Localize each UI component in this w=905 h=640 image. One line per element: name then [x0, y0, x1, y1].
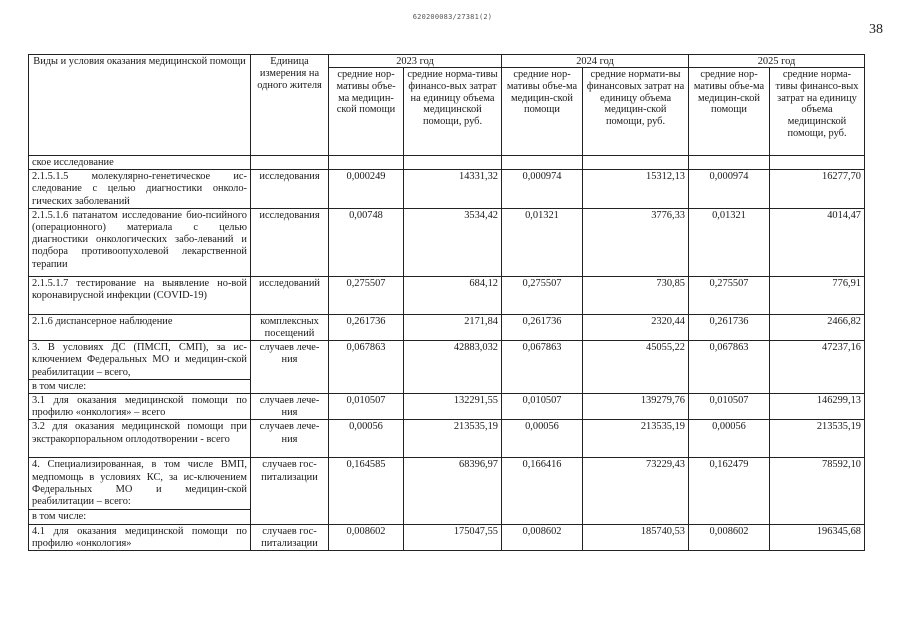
cost-2024: 15312,13: [583, 170, 689, 209]
norm-2025: 0,01321: [689, 208, 770, 276]
cost-2024: 3776,33: [583, 208, 689, 276]
norm-2024: 0,008602: [502, 524, 583, 550]
norm-2025: 0,000974: [689, 170, 770, 209]
cost-2023: 2171,84: [404, 314, 502, 340]
row-label: в том числе:: [29, 510, 251, 524]
cost-2023: 684,12: [404, 276, 502, 314]
norm-2023: 0,067863: [329, 341, 404, 394]
row-label: 2.1.5.1.6 патанатом исследование био-псийного (операционного) материала с целью диагностики онкологических забо-леваний и подбора противоопухолевой лекарственной терапии: [29, 208, 251, 276]
norm-2024: 0,010507: [502, 394, 583, 420]
norm-2023: 0,261736: [329, 314, 404, 340]
row-unit: исследования: [251, 170, 329, 209]
cost-2023: 213535,19: [404, 420, 502, 458]
norm-2025: 0,261736: [689, 314, 770, 340]
cost-2024: 139279,76: [583, 394, 689, 420]
row-unit: случаев лече-ния: [251, 394, 329, 420]
norm-2024: 0,261736: [502, 314, 583, 340]
header-type: Виды и условия оказания медицинской помощи: [29, 55, 251, 156]
table-row: [29, 341, 865, 380]
row-label: 2.1.5.1.7 тестирование на выявление но-вой коронавирусной инфекции (COVID-19): [29, 276, 251, 314]
cost-2023: 132291,55: [404, 394, 502, 420]
table-row: [29, 394, 865, 420]
cost-2024: 730,85: [583, 276, 689, 314]
cost-2025: 16277,70: [770, 170, 865, 209]
table-row: [29, 420, 865, 458]
header-cost-2025: средние норма-тивы финансо-вых затрат на единицу объема медицинской помощи, руб.: [770, 68, 865, 156]
table-row-continued: [29, 156, 865, 170]
norm-2024: 0,067863: [502, 341, 583, 394]
header-cost-2023: средние норма-тивы финансо-вых затрат на единицу объема медицинской помощи, руб.: [404, 68, 502, 156]
cost-2025: 213535,19: [770, 420, 865, 458]
cost-2023: 68396,97: [404, 458, 502, 524]
cost-2025: 4014,47: [770, 208, 865, 276]
cost-2024: 73229,43: [583, 458, 689, 524]
cost-2024: 2320,44: [583, 314, 689, 340]
cost-2024: 213535,19: [583, 420, 689, 458]
cost-2025: 776,91: [770, 276, 865, 314]
cost-2023: 42883,032: [404, 341, 502, 394]
row-label: 2.1.5.1.5 молекулярно-генетическое ис-следование с целью диагностики онколо-гических заболеваний: [29, 170, 251, 209]
header-year-2024: 2024 год: [502, 55, 689, 68]
row-unit: случаев лече-ния: [251, 341, 329, 394]
document-id: 620200083/27381(2): [412, 13, 493, 21]
cost-2023: 175047,55: [404, 524, 502, 550]
norm-2025: 0,067863: [689, 341, 770, 394]
cost-2024: 45055,22: [583, 341, 689, 394]
norm-2023: 0,275507: [329, 276, 404, 314]
row-unit: случаев гос-питализации: [251, 458, 329, 524]
norm-2023: 0,008602: [329, 524, 404, 550]
norm-2024: 0,01321: [502, 208, 583, 276]
table-row: [29, 314, 865, 340]
row-unit: случаев гос-питализации: [251, 524, 329, 550]
norm-2024: 0,000974: [502, 170, 583, 209]
medical-norms-table: [28, 54, 865, 551]
cost-2023: 14331,32: [404, 170, 502, 209]
cost-2023: 3534,42: [404, 208, 502, 276]
row-label: ское исследование: [29, 156, 251, 170]
cost-2025: 78592,10: [770, 458, 865, 524]
row-label: 3. В условиях ДС (ПМСП, СМП), за ис-ключением Федеральных МО и медицин-ской реабилитации – всего,: [29, 341, 251, 380]
norm-2024: 0,00056: [502, 420, 583, 458]
norm-2025: 0,010507: [689, 394, 770, 420]
cost-2025: 146299,13: [770, 394, 865, 420]
row-label: в том числе:: [29, 379, 251, 393]
norm-2025: 0,008602: [689, 524, 770, 550]
row-unit: случаев лече-ния: [251, 420, 329, 458]
table-row: [29, 458, 865, 510]
header-year-2025: 2025 год: [689, 55, 865, 68]
row-unit: комплексных посещений: [251, 314, 329, 340]
header-norm-2024: средние нор-мативы объе-ма медицин-ской помощи: [502, 68, 583, 156]
header-year-2023: 2023 год: [329, 55, 502, 68]
row-unit: исследований: [251, 276, 329, 314]
norm-2023: 0,00056: [329, 420, 404, 458]
header-cost-2024: средние нормати-вы финансовых затрат на единицу объема медицин-ской помощи, руб.: [583, 68, 689, 156]
cost-2025: 47237,16: [770, 341, 865, 394]
norm-2024: 0,166416: [502, 458, 583, 524]
table-row: [29, 170, 865, 209]
table-row: [29, 208, 865, 276]
row-unit: исследования: [251, 208, 329, 276]
page-number: 38: [869, 22, 883, 37]
header-norm-2025: средние нор-мативы объе-ма медицин-ской помощи: [689, 68, 770, 156]
row-label: 3.1 для оказания медицинской помощи по профилю «онкология» – всего: [29, 394, 251, 420]
norm-2023: 0,164585: [329, 458, 404, 524]
norm-2023: 0,010507: [329, 394, 404, 420]
cost-2025: 196345,68: [770, 524, 865, 550]
norm-2025: 0,275507: [689, 276, 770, 314]
norm-2025: 0,162479: [689, 458, 770, 524]
cost-2024: 185740,53: [583, 524, 689, 550]
norm-2024: 0,275507: [502, 276, 583, 314]
header-row-years: [29, 55, 865, 68]
header-unit: Единица измерения на одного жителя: [251, 55, 329, 156]
norm-2023: 0,000249: [329, 170, 404, 209]
header-norm-2023: средние нор-мативы объе-ма медицин-ской помощи: [329, 68, 404, 156]
row-label: 3.2 для оказания медицинской помощи при экстракорпоральном оплодотворении - всего: [29, 420, 251, 458]
row-label: 4. Специализированная, в том числе ВМП, медпомощь в условиях КС, за ис-ключением Федеральных МО и медицин-ской реабилитации – всего:: [29, 458, 251, 510]
norm-2023: 0,00748: [329, 208, 404, 276]
norm-2025: 0,00056: [689, 420, 770, 458]
table-row: [29, 524, 865, 550]
row-label: 2.1.6 диспансерное наблюдение: [29, 314, 251, 340]
cost-2025: 2466,82: [770, 314, 865, 340]
row-label: 4.1 для оказания медицинской помощи по профилю «онкология»: [29, 524, 251, 550]
table-row: [29, 276, 865, 314]
